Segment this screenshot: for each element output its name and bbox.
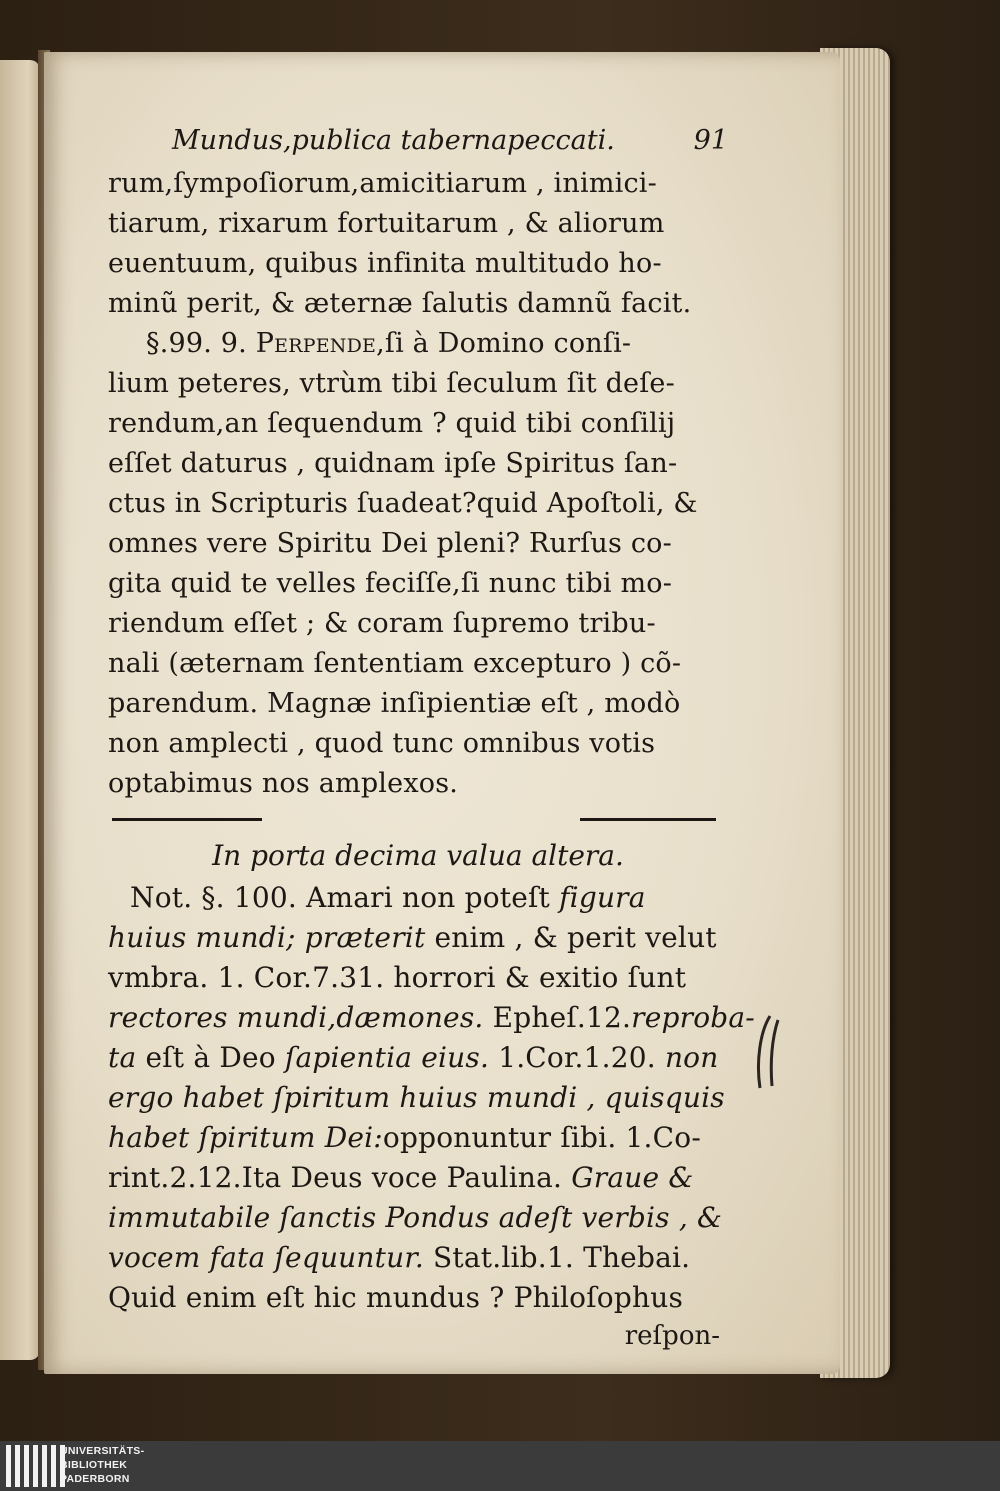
text-line: eſſet daturus , quidnam ipſe Spiritus ſan-	[108, 448, 678, 479]
paragraph-2	[108, 324, 728, 804]
text-line: nali (æternam ſententiam excepturo ) cõ-	[108, 648, 682, 679]
text-run: Stat.lib.1. Thebai.	[423, 1241, 691, 1274]
library-footer	[0, 1441, 1000, 1491]
text-line: euentuum, quibus infinita multitudo ho-	[108, 248, 662, 279]
text-line: omnes vere Spiritu Dei pleni? Rurſus co-	[108, 528, 672, 559]
logo-line-2: BIBLIOTHEK	[60, 1459, 128, 1471]
section-heading: In porta decima valua altera.	[212, 839, 624, 872]
italic-run: figura	[559, 881, 646, 914]
section-number: §.99. 9.	[146, 328, 247, 359]
text-run: opponuntur ſibi. 1.Co-	[382, 1121, 701, 1154]
text-line	[108, 1198, 728, 1238]
text-line	[108, 1078, 728, 1118]
library-logo-text	[60, 1444, 260, 1486]
text-run: Epheſ.12.	[483, 1001, 632, 1034]
italic-run: habet ſpiritum Dei:	[108, 1121, 383, 1154]
text-line: minũ perit, & æternæ ſalutis damnũ facit.	[108, 288, 692, 319]
italic-run: reproba-	[631, 1001, 755, 1034]
catchword-text: reſpon-	[624, 1321, 720, 1351]
section-divider	[108, 804, 728, 834]
text-line	[108, 1238, 728, 1278]
text-run: 1.Cor.1.20.	[489, 1041, 665, 1074]
text-line: optabimus nos amplexos.	[108, 768, 459, 799]
italic-run: immutabile ſanctis Pondus adeſt verbis , &	[108, 1201, 723, 1234]
text-line	[108, 324, 728, 364]
left-page-edge	[0, 60, 40, 1360]
text-run: eſt à Deo	[136, 1041, 285, 1074]
text-line: rendum,an ſequendum ? quid tibi conſilij	[108, 408, 676, 439]
divider-rule-left	[112, 818, 262, 821]
italic-run: rectores mundi,dæmones.	[108, 1001, 484, 1034]
logo-line-3: PADERBORN	[60, 1473, 130, 1485]
text-line: lium peteres, vtrùm tibi ſeculum ſit deſe-	[108, 368, 675, 399]
text-line	[108, 1278, 728, 1318]
page-number: 91	[693, 125, 728, 156]
text-run: enim , & perit velut	[425, 921, 717, 954]
text-run: Not. §. 100. Amari non poteſt	[130, 881, 560, 914]
italic-run: ſapientia eius.	[284, 1041, 490, 1074]
text-line: tiarum, rixarum fortuitarum , & aliorum	[108, 208, 665, 239]
text-line: ctus in Scripturis ſuadeat?quid Apoſtoli, &	[108, 488, 698, 519]
library-logo-icon	[6, 1445, 65, 1487]
text-line: rum,ſympoſiorum,amicitiarum , inimici-	[108, 168, 657, 199]
text-line	[108, 918, 728, 958]
logo-line-1: UNIVERSITÄTS-	[60, 1445, 145, 1457]
italic-run: ta	[108, 1041, 137, 1074]
italic-run: huius mundi; præterit	[108, 921, 426, 954]
paragraph-3	[108, 878, 755, 1318]
divider-rule-right	[580, 818, 716, 821]
text-line: non amplecti , quod tunc omnibus votis	[108, 728, 656, 759]
italic-run: ergo habet ſpiritum huius mundi , quisquis	[108, 1081, 725, 1114]
text-run: vmbra. 1. Cor.7.31. horrori & exitio ſunt	[108, 961, 687, 994]
italic-run: vocem fata ſequuntur.	[108, 1241, 424, 1274]
text-line: gita quid te velles feciſſe,ſi nunc tibi mo-	[108, 568, 673, 599]
text-run: Quid enim eſt hic mundus ? Philoſophus	[108, 1281, 684, 1314]
running-head-title: Mundus,publica tabernapeccati.	[172, 125, 615, 156]
running-head	[108, 118, 728, 164]
text-run: rint.2.12.Ita Deus voce Paulina.	[108, 1161, 572, 1194]
pencil-margin-mark	[752, 1012, 784, 1092]
text-line	[108, 878, 728, 918]
text-line: riendum eſſet ; & coram ſupremo tribu-	[108, 608, 656, 639]
text-line	[108, 1038, 728, 1078]
text-line	[108, 1118, 728, 1158]
paragraph-1	[108, 164, 728, 324]
text-line	[108, 1158, 728, 1198]
italic-run: non	[664, 1041, 719, 1074]
page-text	[108, 118, 755, 1354]
text-line: parendum. Magnæ inſipientiæ eſt , modò	[108, 688, 681, 719]
lead-word: Perpende,	[255, 328, 385, 359]
text-line	[108, 958, 728, 998]
text-run: ſi à Domino conſi-	[384, 328, 632, 359]
catchword	[108, 1318, 728, 1354]
italic-run: Graue &	[571, 1161, 694, 1194]
text-line	[108, 998, 755, 1038]
